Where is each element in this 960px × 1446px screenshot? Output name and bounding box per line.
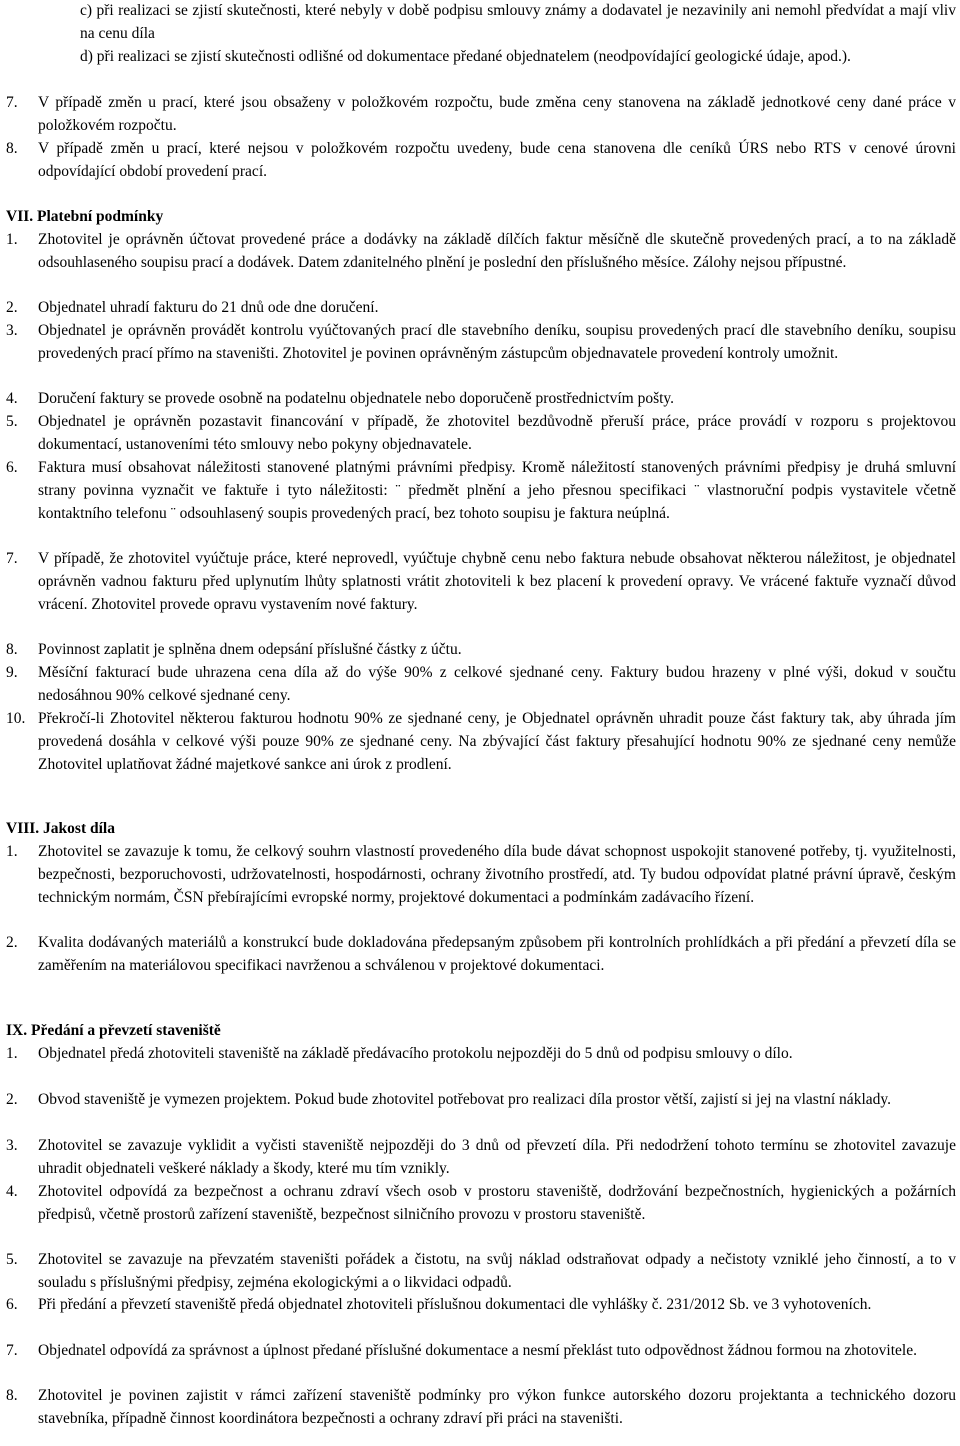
clause-number: 3. — [6, 322, 18, 339]
subitem-d — [80, 46, 956, 69]
clause-ix-4 — [0, 1181, 956, 1227]
clause-number: 4. — [6, 1183, 18, 1200]
clause-number: 4. — [6, 390, 18, 407]
clause-top-8 — [0, 138, 956, 184]
clause-ix-5 — [0, 1249, 956, 1295]
subitem-c-text: c) při realizaci se zjistí skutečnosti, které nebyly v době podpisu smlouvy známy a dodavatel je nezavinily ani nemohl předvídat a mají vliv na cenu díla — [80, 2, 956, 42]
clause-vii-2 — [0, 297, 956, 320]
clause-vii-1 — [0, 229, 956, 275]
clause-text: V případě změn u prací, které jsou obsaženy v položkovém rozpočtu, bude změna ceny stanovena na základě jednotkové ceny dané práce v položkovém rozpočtu. — [38, 94, 956, 134]
clause-number: 1. — [6, 231, 18, 248]
clause-number: 6. — [6, 459, 18, 476]
clause-vii-9 — [0, 662, 956, 708]
clause-number: 7. — [6, 550, 18, 567]
section-title-ix: IX. Předání a převzetí staveniště — [6, 1022, 221, 1039]
clause-text: Faktura musí obsahovat náležitosti stanovené platnými právními předpisy. Kromě náležitostí stanovených právními předpisy je druhá smluvní strany povinna vyznačit ve faktuře i tyto náležitosti: ¨ předmět plnění a jeho přesnou specifikaci ¨ vlastnoruční podpis vystavitele včetně kontaktního telefonu ¨ odsouhlasený soupis provedených prací, bez tohoto soupisu je faktura neúplná. — [38, 459, 956, 522]
clause-vii-6 — [0, 457, 956, 526]
clause-number: 2. — [6, 1091, 18, 1108]
clause-number: 8. — [6, 641, 18, 658]
section-title-vii: VII. Platební podmínky — [6, 208, 164, 225]
clause-text: Obvod staveniště je vymezen projektem. Pokud bude zhotovitel potřebovat pro realizaci díla prostor větší, zajistí si jej na vlastní náklady. — [38, 1091, 891, 1108]
clause-text: Překročí-li Zhotovitel některou fakturou hodnotu 90% ze sjednané ceny, je Objednatel oprávněn uhradit pouze část faktury tak, aby úhrada jím provedená dosáhla v celkové výši pouze 90% ze sjednané ceny. Na zbývající část faktury přesahující hodnotu 90% ze sjednané ceny nemůže Zhotovitel uplatňovat žádné majetkové sankce ani úrok z prodlení. — [38, 710, 956, 773]
clause-number: 8. — [6, 140, 18, 157]
clause-text: Zhotovitel je oprávněn účtovat provedené práce a dodávky na základě dílčích faktur měsíčně dle skutečně provedených prací, a to na základě odsouhlaseného soupisu prací a dodávek. Datem zdanitelného plnění je poslední den příslušného měsíce. Zálohy nejsou přípustné. — [38, 231, 956, 271]
clause-number: 5. — [6, 1251, 18, 1268]
clause-vii-8 — [0, 639, 956, 662]
clause-text: Kvalita dodávaných materiálů a konstrukcí bude dokladována předepsaným způsobem při kontrolních prohlídkách a při předání a převzetí díla se zaměřením na materiálovou specifikaci navrženou a schválenou v projektové dokumentaci. — [38, 934, 956, 974]
clause-number: 7. — [6, 94, 18, 111]
clause-ix-6 — [0, 1294, 956, 1317]
clause-number: 7. — [6, 1342, 18, 1359]
clause-text: Zhotovitel se zavazuje vyklidit a vyčisti staveniště nejpozději do 3 dnů od převzetí díla. Při nedodržení tohoto termínu se zhotovitel zavazuje uhradit objednateli veškeré náklady a škody, které mu tím vznikly. — [38, 1137, 956, 1177]
clause-number: 5. — [6, 413, 18, 430]
subitem-c — [80, 0, 956, 46]
clause-text: Zhotovitel je povinen zajistit v rámci zařízení staveniště podmínky pro výkon funkce autorského dozoru projektanta a technického dozoru stavebníka, případně činnost koordinátora bezpečnosti a ochrany zdraví při práci na staveništi. — [38, 1387, 956, 1427]
clause-viii-2 — [0, 932, 956, 978]
clause-text: Objednatel uhradí fakturu do 21 dnů ode dne doručení. — [38, 299, 379, 316]
clause-text: Doručení faktury se provede osobně na podatelnu objednatele nebo doporučeně prostřednictvím pošty. — [38, 390, 675, 407]
clause-number: 2. — [6, 299, 18, 316]
clause-text: Objednatel předá zhotoviteli staveniště na základě předávacího protokolu nejpozději do 5 dnů od podpisu smlouvy o dílo. — [38, 1045, 793, 1062]
clause-text: V případě, že zhotovitel vyúčtuje práce, které neprovedl, vyúčtuje chybně cenu nebo faktura nebude obsahovat některou náležitost, je objednatel oprávněn vadnou fakturu před uplynutím lhůty splatnosti vrátit zhotoviteli k bez placení k provedení opravy. Ve vrácené faktuře vyznačí důvod vrácení. Zhotovitel provede opravu vystavením nové faktury. — [38, 550, 956, 613]
clause-number: 8. — [6, 1387, 18, 1404]
clause-vii-5 — [0, 411, 956, 457]
clause-text: Objednatel je oprávněn provádět kontrolu vyúčtovaných prací dle stavebního deníku, soupisu provedených prací dle stavebního deníku, soupisu provedených prací přímo na staveništi. Zhotovitel je povinen oprávněným zástupcům objednavatele provedení kontroly umožnit. — [38, 322, 956, 362]
clause-text: Měsíční fakturací bude uhrazena cena díla až do výše 90% z celkové sjednané ceny. Faktury budou hrazeny v plné výši, dokud v součtu nedosáhnou 90% celkové sjednané ceny. — [38, 664, 956, 704]
clause-number: 6. — [6, 1296, 18, 1313]
subitem-d-text: d) při realizaci se zjistí skutečnosti odlišné od dokumentace předané objednatelem (neodpovídající geologické údaje, apod.). — [80, 48, 851, 65]
clause-text: Při předání a převzetí staveniště předá objednatel zhotoviteli příslušnou dokumentaci dle vyhlášky č. 231/2012 Sb. ve 3 vyhotoveních. — [38, 1296, 872, 1313]
clause-text: V případě změn u prací, které nejsou v položkovém rozpočtu uvedeny, bude cena stanovena dle ceníků ÚRS nebo RTS v cenové úrovni odpovídající období provedení prací. — [38, 140, 956, 180]
clause-text: Zhotovitel se zavazuje k tomu, že celkový souhrn vlastností provedeného díla bude dávat schopnost uspokojit stanovené potřeby, tj. využitelnosti, bezpečnosti, bezporuchovosti, udržovatelnosti, hospodárnosti, ochrany životního prostředí, atd. Ty budou odpovídat platné právní úpravě, českým technickým normám, ČSN přebírajícími evropské normy, projektové dokumentaci a podmínkám zadávacího řízení. — [38, 843, 956, 906]
clause-number: 10. — [6, 710, 26, 727]
clause-text: Objednatel odpovídá za správnost a úplnost předané příslušné dokumentace a nesmí překlást tuto odpovědnost žádnou formou na zhotovitele. — [38, 1342, 917, 1359]
clause-vii-3 — [0, 320, 956, 366]
clause-text: Objednatel je oprávněn pozastavit financování v případě, že zhotovitel bezdůvodně přeruší práce, práce provádí v rozporu s projektovou dokumentací, ustanoveními této smlouvy nebo pokyny objednavatele. — [38, 413, 956, 453]
clause-ix-2 — [0, 1089, 956, 1112]
clause-number: 3. — [6, 1137, 18, 1154]
clause-number: 2. — [6, 934, 18, 951]
clause-number: 1. — [6, 1045, 18, 1062]
clause-top-7 — [0, 92, 956, 138]
clause-number: 9. — [6, 664, 18, 681]
clause-text: Zhotovitel se zavazuje na převzatém staveništi pořádek a čistotu, na svůj náklad odstraňovat odpady a nečistoty vzniklé jeho činností, a to v souladu s příslušnými předpisy, zejména ekologickými a o likvidaci odpadů. — [38, 1251, 956, 1291]
section-title-viii: VIII. Jakost díla — [6, 820, 115, 837]
clause-viii-1 — [0, 841, 956, 910]
clause-text: Povinnost zaplatit je splněna dnem odepsání příslušné částky z účtu. — [38, 641, 462, 658]
clause-ix-3 — [0, 1135, 956, 1181]
clause-text: Zhotovitel odpovídá za bezpečnost a ochranu zdraví všech osob v prostoru staveniště, dodržování bezpečnostních, hygienických a požárních předpisů, včetně prostorů zařízení staveniště, bezpečnost silničního provozu v prostoru staveniště. — [38, 1183, 956, 1223]
clause-ix-7 — [0, 1340, 956, 1363]
clause-vii-7 — [0, 548, 956, 617]
clause-vii-4 — [0, 388, 956, 411]
clause-number: 1. — [6, 843, 18, 860]
clause-ix-8 — [0, 1385, 956, 1431]
clause-vii-10 — [0, 708, 956, 777]
clause-ix-1 — [0, 1043, 956, 1066]
